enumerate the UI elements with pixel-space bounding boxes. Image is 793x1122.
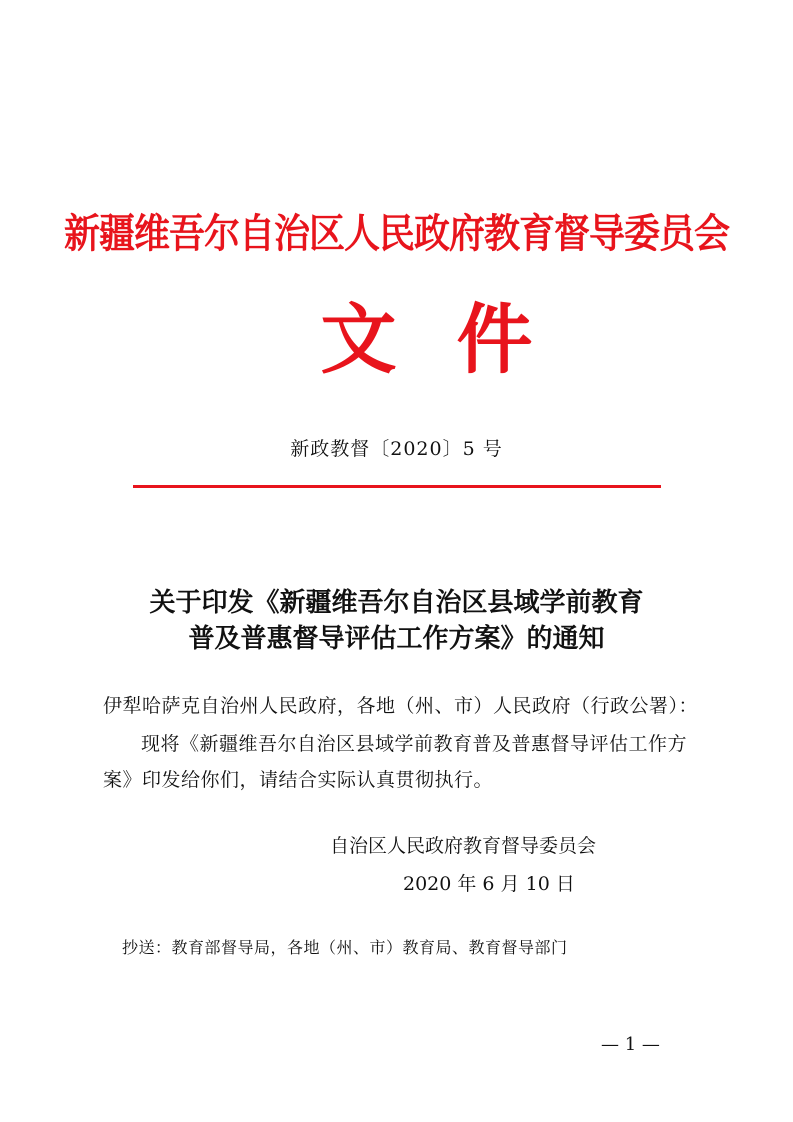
signature-date: 2020 年 6 月 10 日 [403, 873, 575, 895]
notice-title [0, 585, 793, 657]
body-paragraph: 现将《新疆维吾尔自治区县域学前教育普及普惠督导评估工作方案》印发给你们，请结合实际认真贯彻执行。 [103, 733, 688, 791]
red-divider [133, 485, 661, 488]
recipient-line: 伊犁哈萨克自治州人民政府，各地（州、市）人民政府（行政公署）： [103, 695, 699, 717]
document-number: 新政教督〔2020〕5 号 [290, 438, 503, 460]
notice-title-line-2: 普及普惠督导评估工作方案》的通知 [188, 624, 605, 654]
notice-title-line-1: 关于印发《新疆维吾尔自治区县域学前教育 [149, 588, 644, 618]
document-word: 文件 [320, 295, 593, 384]
page-number: — 1 — [601, 1034, 660, 1055]
signature-org: 自治区人民政府教育督导委员会 [330, 835, 597, 857]
issuer-title: 新疆维吾尔自治区人民政府教育督导委员会 [63, 210, 729, 258]
cc-line: 抄送：教育部督导局，各地（州、市）教育局、教育督导部门 [122, 938, 568, 957]
